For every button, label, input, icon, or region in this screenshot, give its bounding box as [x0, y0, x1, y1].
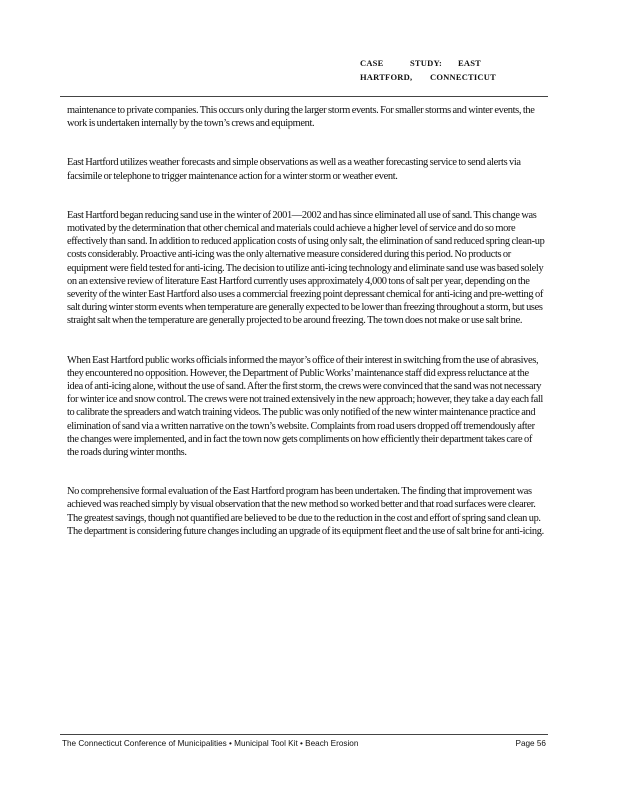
header-east: EAST	[458, 58, 482, 68]
running-header	[360, 56, 560, 84]
page-number: Page 56	[515, 739, 546, 748]
header-hartford: HARTFORD,	[360, 72, 413, 82]
header-study: STUDY:	[410, 58, 443, 68]
footer-divider	[60, 734, 548, 735]
header-divider	[60, 96, 548, 97]
body-text	[67, 104, 545, 538]
header-case: CASE	[360, 58, 384, 68]
header-line-2	[360, 70, 560, 84]
footer-publication: The Connecticut Conference of Municipalities • Municipal Tool Kit • Beach Erosion	[62, 739, 359, 748]
paragraph-sand-reduction: East Hartford began reducing sand use in the winter of 2001—2002 and has since eliminated all use of sand. This change was motivated by the determination that other chemical and materials could achieve a higher level of service and do so more effectively than sand. In addition to reduced application costs of using only salt, the elimination of sand reduced spring clean-up costs considerably. Proactive anti-icing was the only alternative measure considered during this period. No products or equipment were field tested for anti-icing. The decision to utilize anti-icing technology and eliminate sand use was based solely on an extensive review of literature East Hartford currently uses approximately 4,000 tons of salt per year, depending on the severity of the winter East Hartford also uses a commercial freezing point depressant chemical for anti-icing and pre-wetting of salt during winter storm events when temperature are generally expected to be lower than freezing throughout a storm, but uses straight salt when the temperature are generally projected to be around freezing. The town does not make or use salt brine.	[67, 209, 545, 327]
header-line-1	[360, 56, 560, 70]
paragraph-maintenance: maintenance to private companies. This occurs only during the larger storm events. For smaller storms and winter events, the work is undertaken internally by the town’s crews and equipment.	[67, 105, 535, 130]
paragraph-forecasting: East Hartford utilizes weather forecasts and simple observations as well as a weather forecasting service to send alerts via facsimile or telephone to trigger maintenance action for a winter storm or weather event.	[67, 157, 521, 182]
header-connecticut: CONNECTICUT	[430, 72, 496, 82]
paragraph-evaluation: No comprehensive formal evaluation of the East Hartford program has been undertaken. The finding that improvement was achieved was reached simply by visual observation that the new method so worked better and that road surfaces were clearer. The greatest savings, though not quantified are believed to be due to the reduction in the cost and effort of spring sand clean up. The department is considering future changes including an upgrade of its equipment fleet and the use of salt brine for anti-icing.	[67, 486, 544, 537]
paragraph-public-works: When East Hartford public works officials informed the mayor’s office of their interest in switching from the use of abrasives, they encountered no opposition. However, the Department of Public Works’ maintenance staff did express reluctance at the idea of anti-icing alone, without the use of sand. After the first storm, the crews were convinced that the sand was not necessary for winter ice and snow control. The crews were not trained extensively in the new approach; however, they take a day each fall to calibrate the spreaders and watch training videos. The public was only notified of the new winter maintenance practice and elimination of sand via a written narrative on the town’s website. Complaints from road users dropped off tremendously after the changes were implemented, and in fact the town now gets compliments on how efficiently their department takes care of the roads during winter months.	[67, 354, 543, 459]
